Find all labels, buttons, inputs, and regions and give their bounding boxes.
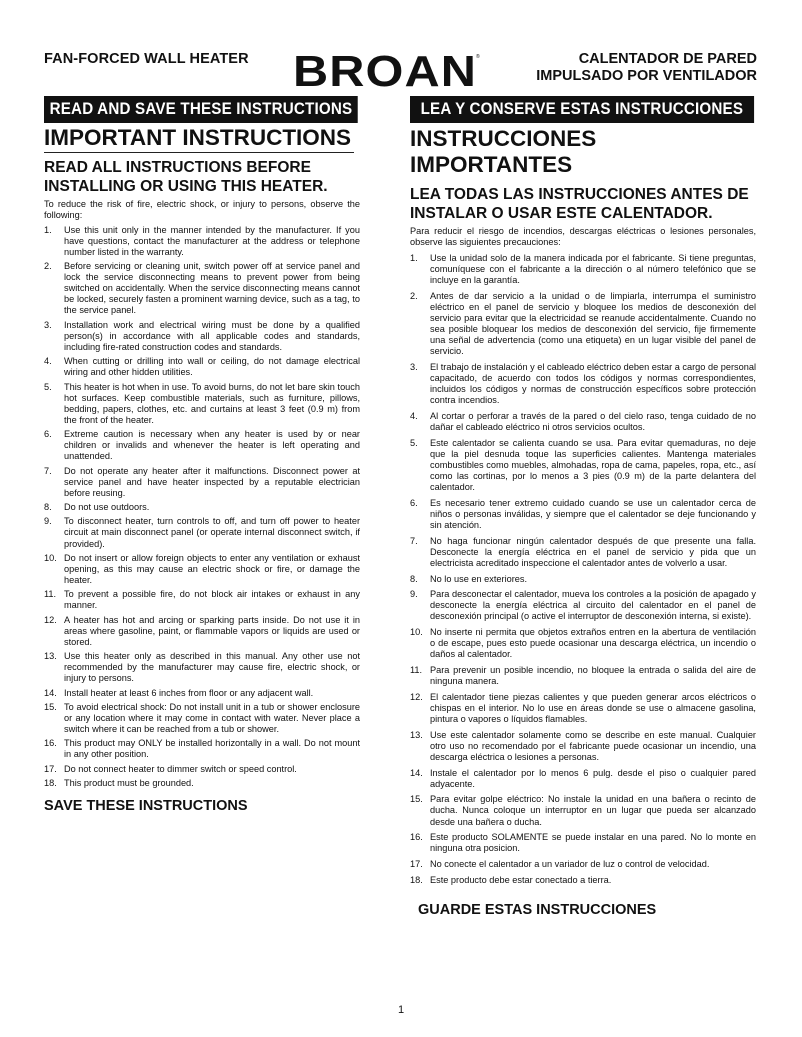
list-item — [44, 738, 360, 760]
list-item — [410, 730, 756, 763]
list-item-text: Use la unidad solo de la manera indicada por el fabricante. Si tiene preguntas, comuníquese con el fabricante a la dirección o al número telefónico que se incluye en la garantía. — [430, 253, 756, 286]
list-item — [410, 438, 756, 493]
list-item — [410, 768, 756, 790]
list-item-number: 8. — [44, 502, 52, 513]
list-item-number: 18. — [44, 778, 57, 788]
list-item-text: To avoid electrical shock: Do not install unit in a tub or shower enclosure or any location where it may come in contact with water. Never place a switch where it can be reached from a tub or shower. — [64, 701, 360, 735]
list-item — [410, 627, 756, 660]
spanish-subhead: LEA TODAS LAS INSTRUCCIONES ANTES DE INSTALAR O USAR ESTE CALENTADOR. — [410, 186, 749, 222]
list-item-text: This product must be grounded. — [64, 778, 194, 788]
list-item-number: 4. — [44, 356, 52, 367]
spanish-save-heading: GUARDE ESTAS INSTRUCCIONES — [418, 901, 657, 918]
english-column — [44, 96, 360, 814]
list-item-text: No haga funcionar ningún calentador después de que presente una falla. Desconecte la energía eléctrica en el panel de servicio y pida que un electricista acreditado inspeccione el calentador antes de volverlo a usar. — [430, 535, 756, 568]
list-item-number: 2. — [44, 261, 52, 272]
list-item-number: 5. — [44, 381, 52, 392]
list-item-number: 1. — [44, 224, 52, 235]
spanish-title-line1: INSTRUCCIONES — [410, 126, 597, 151]
list-item — [410, 411, 756, 433]
list-item — [44, 688, 360, 699]
list-item-text: This heater is hot when in use. To avoid burns, do not let bare skin touch hot surfaces. Keep combustible materials, such as furniture, pillows, bedding, papers, clothes, etc. and curtains at least 3 feet (0.9 m) from the front of the heater. — [64, 381, 360, 425]
list-item-number: 17. — [410, 859, 423, 869]
list-item — [410, 875, 756, 886]
list-item — [410, 536, 756, 569]
list-item-text: Use this heater only as described in this manual. Any other use not recommended by the manufacturer may cause fire, electric shock, or injury to persons. — [64, 651, 360, 684]
header-title-spanish — [520, 51, 757, 85]
spanish-banner: LEA Y CONSERVE ESTAS INSTRUCCIONES — [410, 96, 754, 123]
list-item — [44, 502, 360, 513]
list-item-number: 11. — [410, 665, 423, 676]
list-item — [410, 859, 756, 870]
list-item — [410, 794, 756, 827]
list-item — [44, 429, 360, 462]
list-item — [44, 466, 360, 499]
list-item-number: 4. — [410, 411, 418, 421]
list-item-number: 9. — [44, 516, 52, 527]
list-item-text: To prevent a possible fire, do not block air intakes or exhaust in any manner. — [64, 589, 360, 611]
list-item-text: Installation work and electrical wiring must be done by a qualified person(s) in accordance with all applicable codes and standards, including fire-rated construction codes and standards. — [64, 319, 360, 352]
list-item-text: No lo use en exteriores. — [430, 573, 528, 584]
list-item — [44, 702, 360, 735]
list-item-number: 14. — [44, 687, 57, 698]
list-item-text: Para prevenir un posible incendio, no bloquee la entrada o salida del aire de ninguna manera. — [430, 665, 756, 687]
list-item-text: No inserte ni permita que objetos extraños entren en la abertura de ventilación o de escape, pues esto puede ocasionar una descarga eléctrica, un incendio o daños al calentador. — [430, 627, 756, 660]
list-item-text: Use this unit only in the manner intended by the manufacturer. If you have questions, contact the manufacturer at the address or telephone number listed in the warranty. — [64, 224, 360, 257]
list-item — [410, 832, 756, 854]
list-item-number: 12. — [410, 691, 423, 702]
list-item-number: 8. — [410, 573, 418, 584]
list-item-number: 12. — [44, 614, 57, 625]
list-item — [44, 356, 360, 378]
list-item-number: 7. — [410, 535, 418, 546]
list-item-text: Do not operate any heater after it malfunctions. Disconnect power at service panel and have heater inspected by a reputable electrician before reusing. — [64, 465, 360, 498]
list-item — [44, 764, 360, 775]
list-item-number: 3. — [410, 362, 418, 373]
list-item-number: 18. — [410, 874, 423, 885]
list-item-text: Al cortar o perforar a través de la pared o del cielo raso, tenga cuidado de no dañar el cableado eléctrico ni otros servicios ocultos. — [430, 411, 756, 433]
list-item — [410, 692, 756, 725]
list-item-text: To disconnect heater, turn controls to off, and turn off power to heater circuit at main disconnect panel (or operate internal disconnect switch, if provided). — [64, 516, 360, 549]
list-item-number: 6. — [410, 497, 418, 508]
list-item-text: Para evitar golpe eléctrico: No instale la unidad en una bañera o recinto de ducha. Nunca coloque un interruptor en un lugar que pueda ser alcanzado desde una bañera o ducha. — [430, 794, 756, 827]
list-item-text: Install heater at least 6 inches from floor or any adjacent wall. — [64, 687, 314, 698]
list-item-text: Extreme caution is necessary when any heater is used by or near children or invalids and whenever the heater is left operating and unattended. — [64, 429, 360, 462]
list-item-text: Use este calentador solamente como se describe en este manual. Cualquier otro uso no recomendado por el fabricante puede ocasionar un incendio, una descarga eléctrica o lesiones a personas. — [430, 729, 756, 762]
list-item-number: 2. — [410, 290, 418, 301]
list-item-text: Este calentador se calienta cuando se usa. Para evitar quemaduras, no deje que la piel desnuda toque las superficies calientes. Mantenga materiales combustibles como muebles, almohadas, ropa de cama, papeles, ropa, etc., así como las cortinas, por lo menos a 3 pies (0.9 m) de la parte delantera del calentador. — [430, 437, 756, 493]
list-item — [44, 382, 360, 426]
spanish-column — [410, 96, 756, 918]
list-item — [410, 589, 756, 622]
list-item-text: Este producto SOLAMENTE se puede instalar en una pared. No lo monte en ninguna otra posicion. — [430, 832, 756, 854]
list-item-number: 16. — [410, 832, 423, 843]
page-number: 1 — [397, 1004, 405, 1016]
list-item — [44, 516, 360, 549]
list-item-text: El trabajo de instalación y el cableado eléctrico deben estar a cargo de personal capacitado, de acuerdo con todos los códigos y normas correspondientes, incluidos los códigos y normas de construcción específicos sobre protección contra incendios. — [430, 362, 756, 406]
list-item-text: Antes de dar servicio a la unidad o de limpiarla, interrumpa el suministro eléctrico en el panel de servicio y bloquee los medios de desconexión del servicio para evitar que la electricidad se reanude accidentalmente. Cuando no sea posible bloquear los medios de desconexión del servicio, fije firmemente una señal de advertencia (como una etiqueta) en un lugar visible del panel de servicio. — [430, 290, 756, 357]
list-item — [44, 225, 360, 258]
list-item-text: Es necesario tener extremo cuidado cuando se use un calentador cerca de niños o personas inválidas, y siempre que el calentador se deje funcionando y sin atención. — [430, 497, 756, 531]
list-item-number: 11. — [44, 589, 57, 600]
logo-text: BROAN — [293, 51, 477, 91]
header-title-spanish-line1: CALENTADOR DE PARED — [578, 51, 757, 67]
list-item-text: Do not insert or allow foreign objects to enter any ventilation or exhaust opening, as this may cause an electric shock or fire, or damage the heater. — [64, 552, 360, 585]
english-banner: READ AND SAVE THESE INSTRUCTIONS — [44, 96, 358, 123]
list-item-number: 16. — [44, 738, 57, 749]
list-item-text: No conecte el calentador a un variador de luz o control de velocidad. — [430, 859, 710, 869]
list-item-text: Do not use outdoors. — [64, 502, 150, 513]
list-item — [410, 253, 756, 286]
list-item-number: 9. — [410, 589, 418, 600]
list-item-text: El calentador tiene piezas calientes y que pueden generar arcos eléctricos o chispas en el interior. No lo use en áreas donde se use o almacene gasolina, pintura o vapores o líquidos flamables. — [430, 691, 756, 724]
list-item — [44, 320, 360, 353]
list-item-number: 17. — [44, 763, 57, 774]
list-item-text: Para desconectar el calentador, mueva los controles a la posición de apagado y desconecte la energía eléctrica al circuito del calentador en el panel de desconexión principal (o active el interruptor de desconexión interna, si existe). — [430, 589, 756, 622]
spanish-title — [410, 126, 596, 180]
list-item-number: 15. — [44, 701, 57, 712]
list-item-text: Instale el calentador por lo menos 6 pulg. desde el piso o cualquier pared adyacente. — [430, 767, 756, 789]
list-item — [44, 778, 360, 789]
list-item — [44, 553, 360, 586]
list-item-number: 13. — [44, 651, 57, 662]
list-item — [410, 665, 756, 687]
list-item-number: 14. — [410, 767, 423, 778]
list-item-number: 15. — [410, 794, 423, 805]
list-item-text: This product may ONLY be installed horizontally in a wall. Do not mount in any other position. — [64, 738, 360, 760]
list-item-number: 5. — [410, 437, 418, 448]
list-item — [410, 574, 756, 585]
list-item — [44, 589, 360, 611]
list-item-text: Este producto debe estar conectado a tierra. — [430, 874, 612, 885]
spanish-instruction-list — [410, 253, 756, 886]
list-item-number: 3. — [44, 319, 52, 330]
header-title-english: FAN-FORCED WALL HEATER — [44, 51, 249, 67]
list-item — [410, 291, 756, 358]
list-item-text: When cutting or drilling into wall or ceiling, do not damage electrical wiring and other hidden utilities. — [64, 356, 360, 378]
english-subhead: READ ALL INSTRUCTIONS BEFORE INSTALLING OR USING THIS HEATER. — [44, 159, 328, 195]
list-item-number: 10. — [410, 627, 423, 638]
spanish-title-line2: IMPORTANTES — [410, 152, 573, 177]
broan-logo — [290, 51, 480, 91]
list-item-text: Do not connect heater to dimmer switch or speed control. — [64, 763, 297, 774]
list-item-number: 6. — [44, 429, 52, 440]
english-intro: To reduce the risk of fire, electric shock, or injury to persons, observe the following: — [44, 199, 360, 221]
list-item-text: Before servicing or cleaning unit, switch power off at service panel and lock the service disconnecting means to prevent power from being switched on accidentally. When the service disconnecting means cannot be locked, securely fasten a prominent warning device, such as a tag, to the service panel. — [64, 261, 360, 316]
english-instruction-list — [44, 225, 360, 790]
english-title: IMPORTANT INSTRUCTIONS — [44, 126, 354, 153]
list-item — [44, 261, 360, 316]
header-title-spanish-line2: IMPULSADO POR VENTILADOR — [536, 68, 757, 84]
list-item — [44, 651, 360, 684]
svg-text:®: ® — [476, 54, 480, 60]
list-item-number: 10. — [44, 552, 57, 563]
list-item — [410, 498, 756, 531]
list-item-number: 7. — [44, 465, 52, 476]
list-item — [44, 615, 360, 648]
list-item-number: 13. — [410, 729, 423, 740]
english-save-heading: SAVE THESE INSTRUCTIONS — [44, 798, 248, 815]
list-item-number: 1. — [410, 253, 418, 263]
spanish-intro: Para reducir el riesgo de incendios, descargas eléctricas o lesiones personales, observe las siguientes precauciones: — [410, 226, 756, 248]
list-item — [410, 362, 756, 406]
list-item-text: A heater has hot and arcing or sparking parts inside. Do not use it in areas where gasoline, paint, or flammable vapors or liquids are used or stored. — [64, 614, 360, 647]
